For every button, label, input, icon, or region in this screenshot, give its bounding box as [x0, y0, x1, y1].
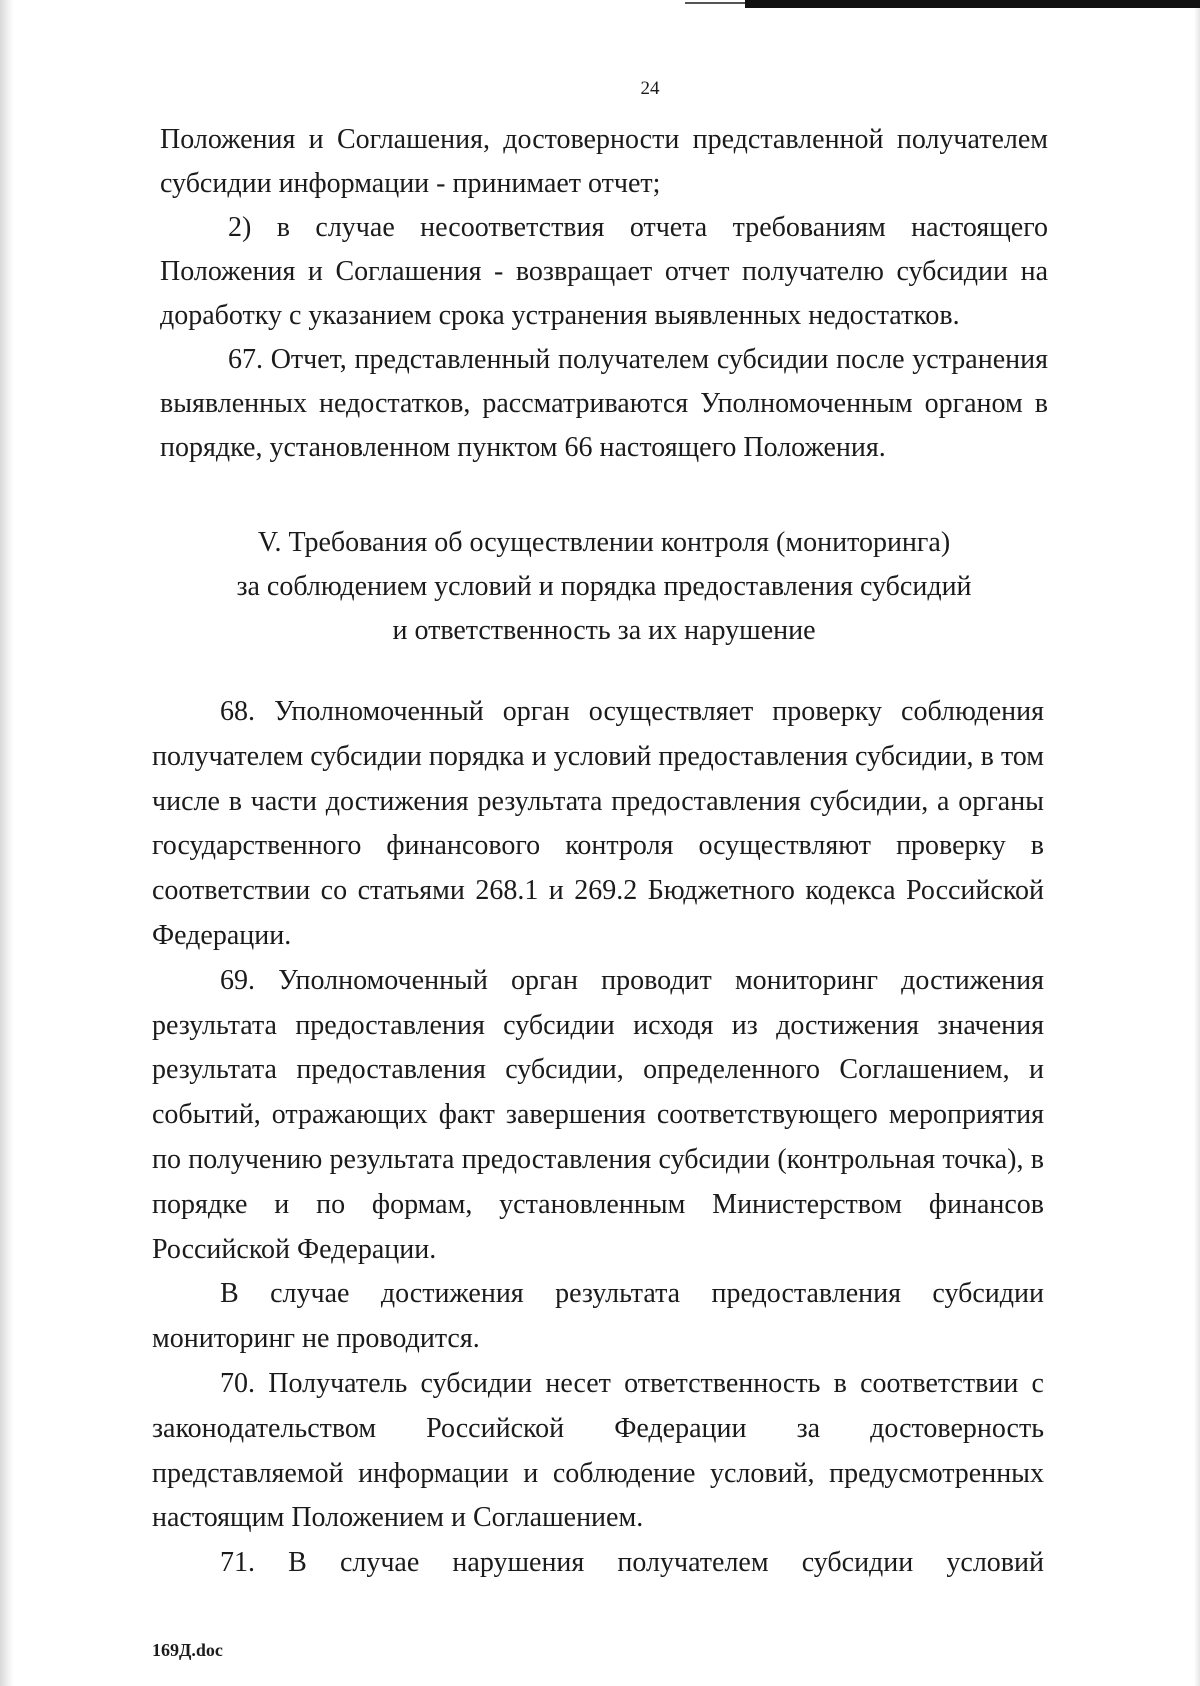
section-heading-line-2: за соблюдением условий и порядка предоставления субсидий: [236, 571, 972, 602]
bottom-text-block: [152, 690, 1044, 1586]
paragraph-69-note: В случае достижения результата предоставления субсидии мониторинг не проводится.: [152, 1278, 1044, 1355]
paragraph-70: 70. Получатель субсидии несет ответственность в соответствии с законодательством Российской Федерации за достоверность представляемой информации и соблюдение условий, предусмотренных настоящим Положением и Соглашением.: [152, 1367, 1044, 1534]
scan-left-edge: [0, 0, 14, 1686]
footer-filename: 169Д.doc: [152, 1640, 223, 1660]
top-text-block: [160, 118, 1048, 470]
paragraph-continuation: Положения и Соглашения, достоверности представленной получателем субсидии информации - принимает отчет;: [160, 124, 1048, 199]
paragraph-69: 69. Уполномоченный орган проводит мониторинг достижения результата предоставления субсидии исходя из достижения значения результата предоставления субсидии, определенного Соглашением, и событий, отражающих факт завершения соответствующего мероприятия по получению результата предоставления субсидии (контрольная точка), в порядке и по формам, установленным Министерством финансов Российской Федерации.: [152, 964, 1044, 1265]
paragraph-68: 68. Уполномоченный орган осуществляет проверку соблюдения получателем субсидии порядка и условий предоставления субсидии, в том числе в части достижения результата предоставления субсидии, а органы государственного финансового контроля осуществляют проверку в соответствии со статьями 268.1 и 269.2 Бюджетного кодекса Российской Федерации.: [152, 696, 1044, 951]
section-heading-line-3: и ответственность за их нарушение: [392, 615, 816, 646]
top-scan-line: [745, 0, 1200, 8]
paragraph-67: 67. Отчет, представленный получателем субсидии после устранения выявленных недостатков, рассматриваются Уполномоченным органом в порядке, установленном пунктом 66 настоящего Положения.: [160, 344, 1048, 463]
scan-right-edge: [1194, 0, 1200, 1686]
paragraph-71: 71. В случае нарушения получателем субсидии условий: [220, 1547, 1044, 1579]
paragraph-item-2: 2) в случае несоответствия отчета требованиям настоящего Положения и Соглашения - возвращает отчет получателю субсидии на доработку с указанием срока устранения выявленных недостатков.: [160, 212, 1048, 331]
section-heading-line-1: V. Требования об осуществлении контроля (мониторинга): [257, 527, 951, 558]
page-number: 24: [640, 78, 660, 99]
section-heading: [160, 521, 1048, 653]
